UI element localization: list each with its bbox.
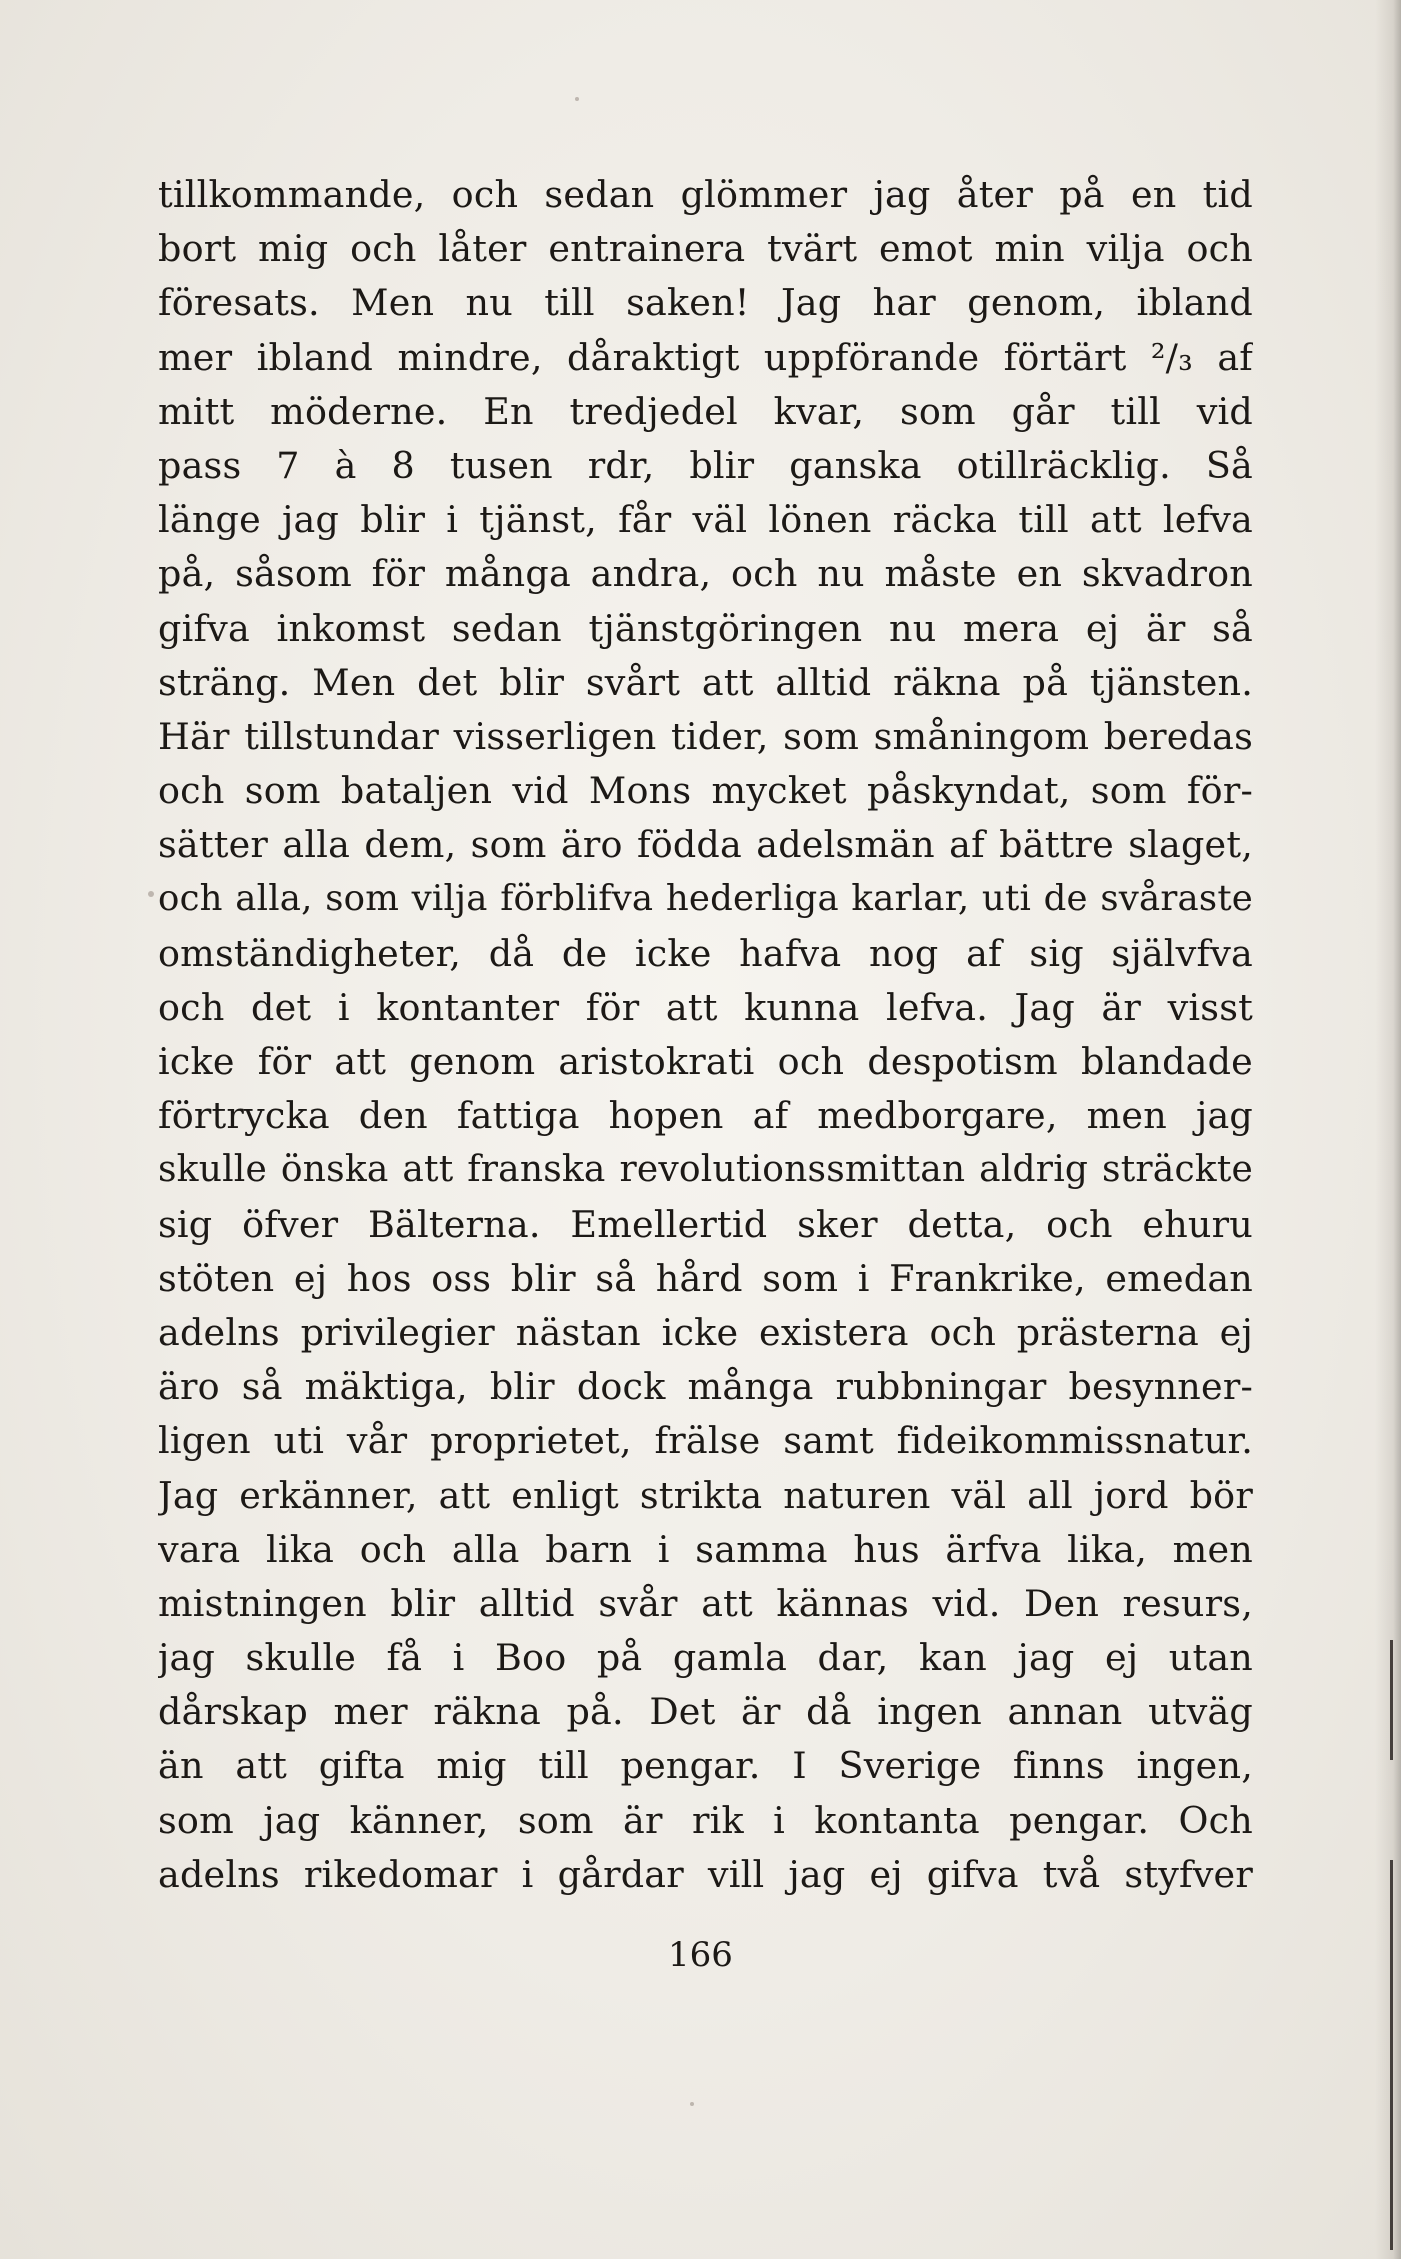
page-edge-shadow — [1375, 0, 1401, 2259]
text-line: skulle önska att franska revolutionssmittan aldrig sträckte — [158, 1149, 1253, 1191]
text-line: Jag erkänner, att enligt strikta naturen väl all jord bör — [158, 1473, 1253, 1517]
text-line: och alla, som vilja förblifva hederliga karlar, uti de svåraste — [158, 878, 1253, 920]
text-line: förtrycka den fattiga hopen af medborgare, men jag — [158, 1094, 1253, 1138]
text-line: sätter alla dem, som äro födda adelsmän af bättre slaget, — [158, 823, 1253, 867]
text-line: icke för att genom aristokrati och despotism blandade — [158, 1040, 1253, 1083]
text-line: jag skulle få i Boo på gamla dar, kan jag ej utan — [158, 1636, 1253, 1680]
text-line: länge jag blir i tjänst, får väl lönen räcka till att lefva — [158, 498, 1253, 542]
text-line: adelns rikedomar i gårdar vill jag ej gifva två styfver — [158, 1852, 1253, 1896]
text-line: ligen uti vår proprietet, frälse samt fideikommissnatur. — [158, 1419, 1253, 1463]
text-line: sig öfver Bälterna. Emellertid sker detta, och ehuru — [158, 1202, 1253, 1246]
text-line: omständigheter, då de icke hafva nog af sig självfva — [158, 931, 1253, 975]
body-text — [158, 168, 1253, 1902]
text-line: tillkommande, och sedan glömmer jag åter på en tid — [158, 173, 1253, 216]
text-line: och som bataljen vid Mons mycket påskyndat, som för- — [158, 769, 1253, 813]
text-line: pass 7 à 8 tusen rdr, blir ganska otillräcklig. Så — [158, 443, 1253, 487]
text-line: bort mig och låter entrainera tvärt emot min vilja och — [158, 227, 1253, 271]
page-edge-mark — [1390, 1640, 1393, 1760]
text-line: än att gifta mig till pengar. I Sverige finns ingen, — [158, 1744, 1253, 1788]
paper-speck — [148, 891, 154, 897]
text-line: äro så mäktiga, blir dock många rubbningar besynner- — [158, 1365, 1253, 1409]
text-line: mer ibland mindre, dåraktigt uppförande förtärt ²/₃ af — [158, 335, 1253, 379]
text-line: Här tillstundar visserligen tider, som småningom beredas — [158, 714, 1253, 758]
page-edge-mark — [1390, 1860, 1393, 2250]
paper-speck — [690, 2102, 694, 2106]
text-line: gifva inkomst sedan tjänstgöringen nu mera ej är så — [158, 606, 1253, 650]
text-line: som jag känner, som är rik i kontanta pengar. Och — [158, 1798, 1253, 1842]
text-line: stöten ej hos oss blir så hård som i Frankrike, emedan — [158, 1256, 1253, 1300]
text-line: adelns privilegier nästan icke existera och prästerna ej — [158, 1310, 1253, 1354]
text-line: föresats. Men nu till saken! Jag har genom, ibland — [158, 281, 1253, 325]
text-line: dårskap mer räkna på. Det är då ingen annan utväg — [158, 1690, 1253, 1734]
text-line: sträng. Men det blir svårt att alltid räkna på tjänsten. — [158, 660, 1253, 704]
text-line: vara lika och alla barn i samma hus ärfva lika, men — [158, 1527, 1253, 1571]
text-line: och det i kontanter för att kunna lefva. Jag är visst — [158, 985, 1253, 1029]
page-number: 166 — [668, 1935, 733, 1975]
paper-speck — [575, 97, 579, 101]
text-line: mitt möderne. En tredjedel kvar, som går till vid — [158, 389, 1253, 433]
text-line: mistningen blir alltid svår att kännas vid. Den resurs, — [158, 1581, 1253, 1625]
text-line: på, såsom för många andra, och nu måste en skvadron — [158, 552, 1253, 596]
